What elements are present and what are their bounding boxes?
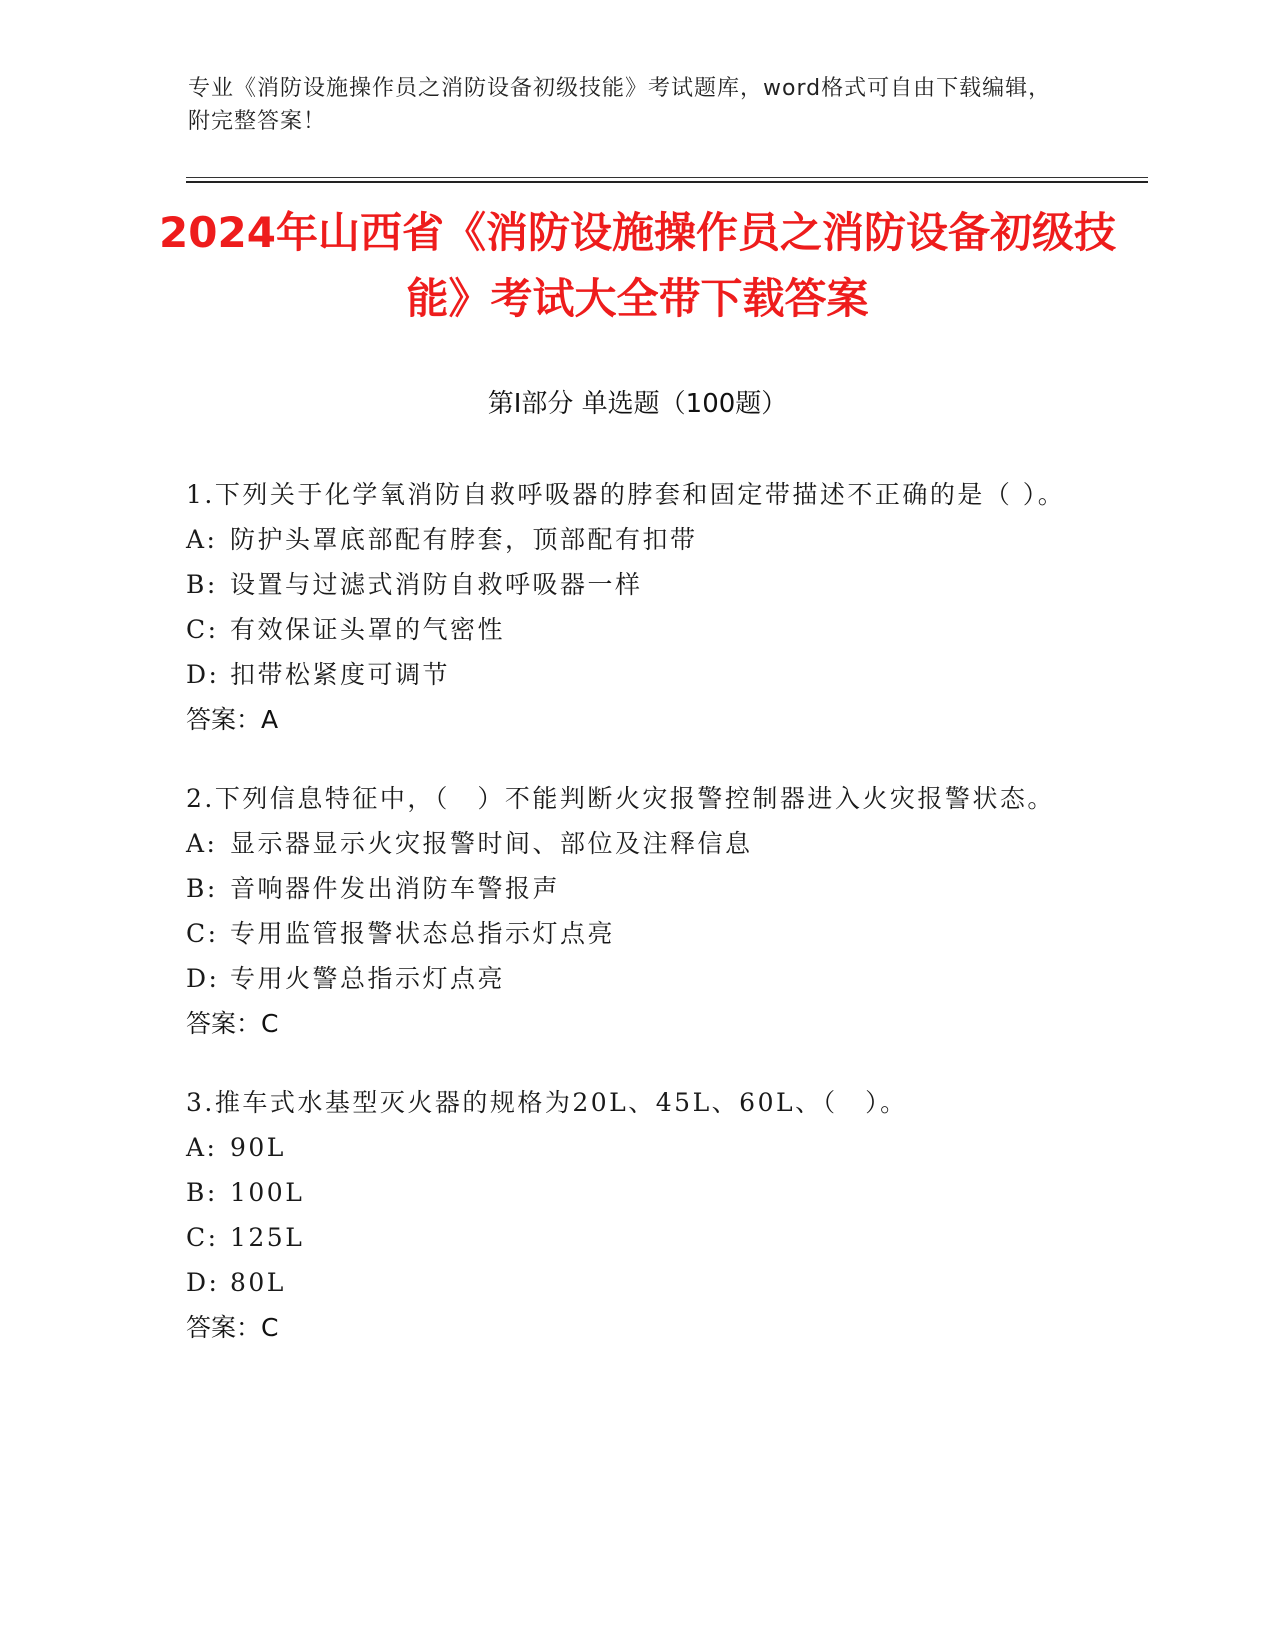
question-stem: 3.推车式水基型灭火器的规格为20L、45L、60L、（ ）。 xyxy=(186,1088,908,1117)
option-key: A: xyxy=(186,1133,218,1162)
option-key: A: xyxy=(186,829,218,858)
option-text: 防护头罩底部配有脖套，顶部配有扣带 xyxy=(230,525,698,554)
option-key: D: xyxy=(186,964,220,993)
question-stem: 2.下列信息特征中，（ ）不能判断火灾报警控制器进入火灾报警状态。 xyxy=(186,784,1055,813)
option-text: 125L xyxy=(230,1223,305,1252)
document-title: 2024年山西省《消防设施操作员之消防设备初级技能》考试大全带下载答案 xyxy=(159,208,1116,323)
answer-line: 答案：C xyxy=(186,1009,279,1038)
section-heading: 第Ⅰ部分 单选题（100题） xyxy=(487,389,788,419)
option-text: 设置与过滤式消防自救呼吸器一样 xyxy=(230,570,643,599)
option-a xyxy=(186,517,1066,562)
option-text: 专用火警总指示灯点亮 xyxy=(230,964,506,993)
option-key: C: xyxy=(186,1223,219,1252)
option-d xyxy=(186,1260,1066,1305)
option-key: D: xyxy=(186,660,220,689)
option-text: 显示器显示火灾报警时间、部位及注释信息 xyxy=(230,829,753,858)
option-c xyxy=(186,1215,1066,1260)
option-key: B: xyxy=(186,1178,218,1207)
question-list xyxy=(186,472,1066,1384)
option-key: B: xyxy=(186,874,218,903)
option-text: 80L xyxy=(230,1268,286,1297)
answer-line: 答案：A xyxy=(186,705,279,734)
option-key: A: xyxy=(186,525,218,554)
option-b xyxy=(186,1170,1066,1215)
option-a xyxy=(186,821,1066,866)
question-2 xyxy=(186,776,1066,1046)
option-text: 扣带松紧度可调节 xyxy=(230,660,451,689)
option-a xyxy=(186,1125,1066,1170)
option-key: C: xyxy=(186,919,219,948)
option-key: D: xyxy=(186,1268,220,1297)
option-d xyxy=(186,652,1066,697)
question-3 xyxy=(186,1080,1066,1350)
option-key: C: xyxy=(186,615,219,644)
header-divider-thin xyxy=(186,177,1148,178)
question-1 xyxy=(186,472,1066,742)
header-divider-thick xyxy=(186,181,1148,183)
answer-line: 答案：C xyxy=(186,1313,279,1342)
option-b xyxy=(186,866,1066,911)
option-b xyxy=(186,562,1066,607)
option-c xyxy=(186,911,1066,956)
header-note: 专业《消防设施操作员之消防设备初级技能》考试题库，word格式可自由下载编辑，附完整答案！ xyxy=(188,76,1052,134)
option-text: 90L xyxy=(230,1133,286,1162)
option-text: 专用监管报警状态总指示灯点亮 xyxy=(230,919,616,948)
option-text: 音响器件发出消防车警报声 xyxy=(230,874,561,903)
option-key: B: xyxy=(186,570,218,599)
option-c xyxy=(186,607,1066,652)
option-text: 100L xyxy=(230,1178,305,1207)
option-text: 有效保证头罩的气密性 xyxy=(230,615,506,644)
question-stem: 1.下列关于化学氧消防自救呼吸器的脖套和固定带描述不正确的是（ ）。 xyxy=(186,480,1066,509)
option-d xyxy=(186,956,1066,1001)
